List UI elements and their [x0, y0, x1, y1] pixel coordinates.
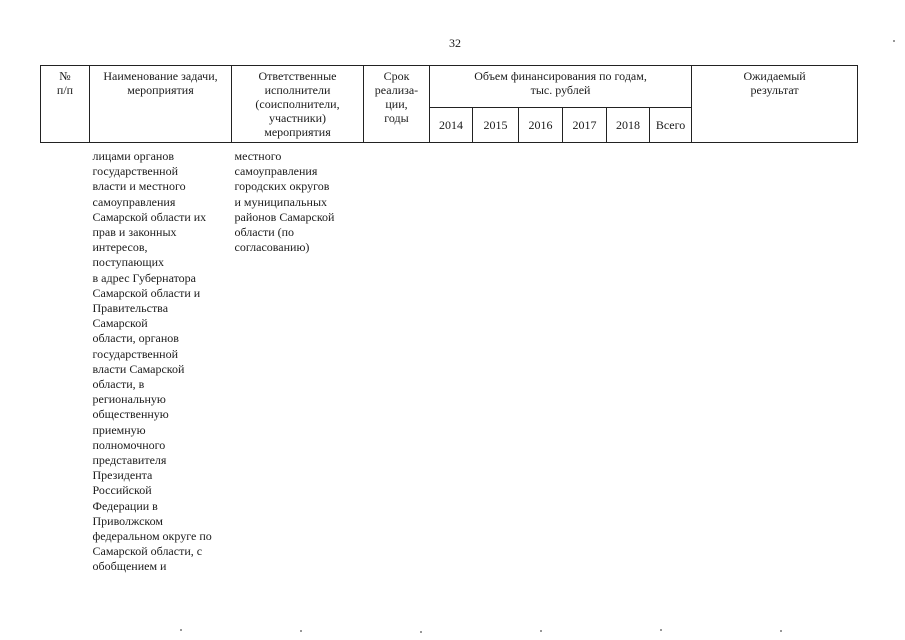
- header-total: Всего: [650, 107, 692, 142]
- cell-2016: [519, 143, 563, 575]
- header-year-2014: 2014: [430, 107, 473, 142]
- cell-task: [90, 143, 232, 575]
- scan-speck: [180, 629, 182, 631]
- header-num: № п/п: [41, 66, 90, 143]
- task-text: лицами органов государственной власти и местного самоуправления Самарской области их прав и законных интересов, поступающих в адрес Губернатора Самарской области и Правительства Самарской области, органов государственной власти Самарской области, в региональную общественную приемную полномочного представителя Президента Российской Федерации в Приволжском федеральном округе по Самарской области, с обобщением и: [92, 149, 212, 574]
- cell-num: [41, 143, 90, 575]
- header-year-2017: 2017: [563, 107, 607, 142]
- scan-speck: [540, 630, 542, 632]
- cell-2014: [430, 143, 473, 575]
- program-table: [40, 65, 858, 575]
- header-row-main: [41, 66, 858, 108]
- header-term: Срок реализа- ции, годы: [364, 66, 430, 143]
- cell-total: [650, 143, 692, 575]
- header-executors: Ответственные исполнители (соисполнители, участники) мероприятия: [232, 66, 364, 143]
- cell-2015: [473, 143, 519, 575]
- header-year-2015: 2015: [473, 107, 519, 142]
- executors-text: местного самоуправления городских округов и муниципальных районов Самарской области (по согласованию): [234, 149, 335, 255]
- header-year-2018: 2018: [607, 107, 650, 142]
- header-result: Ожидаемый результат: [692, 66, 858, 143]
- scan-speck: [420, 631, 422, 633]
- page-number: 32: [449, 36, 461, 50]
- cell-term: [364, 143, 430, 575]
- cell-result: [692, 143, 858, 575]
- table-row: [41, 143, 858, 575]
- header-task: Наименование задачи, мероприятия: [90, 66, 232, 143]
- scan-speck: [300, 630, 302, 632]
- header-year-2016: 2016: [519, 107, 563, 142]
- header-funding: Объем финансирования по годам, тыс. рублей: [430, 66, 692, 108]
- cell-2017: [563, 143, 607, 575]
- cell-2018: [607, 143, 650, 575]
- scan-speck: [780, 630, 782, 632]
- cell-executors: [232, 143, 364, 575]
- scan-speck: [660, 629, 662, 631]
- scan-speck: [893, 40, 895, 42]
